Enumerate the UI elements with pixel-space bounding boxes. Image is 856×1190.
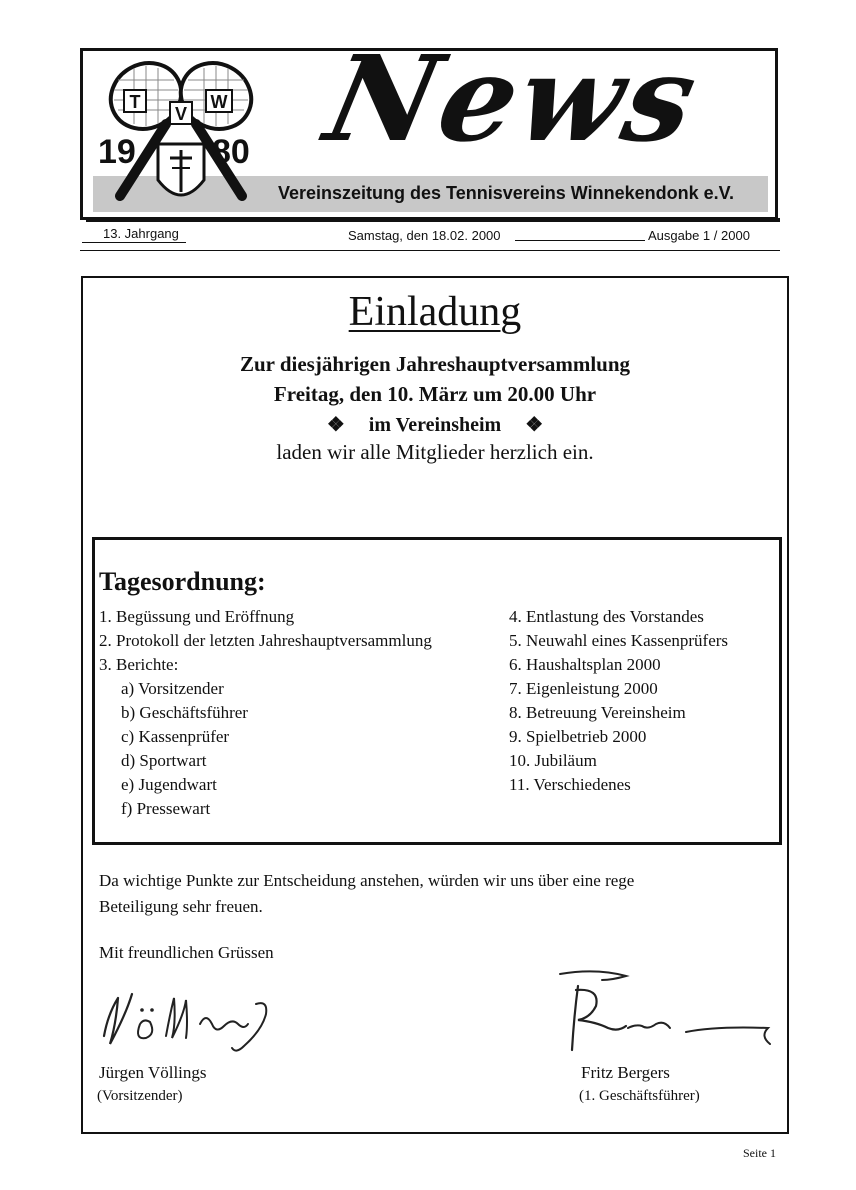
issue-edition: Ausgabe 1 / 2000 <box>648 228 750 243</box>
agenda-item: 2. Protokoll der letzten Jahreshauptversammlung <box>99 631 432 650</box>
issue-date: Samstag, den 18.02. 2000 <box>348 228 501 243</box>
issue-volume: 13. Jahrgang <box>103 226 179 241</box>
info-rule-middle <box>515 240 645 241</box>
signature-voellings-image <box>96 984 286 1058</box>
invitation-line-4: laden wir alle Mitglieder herzlich ein. <box>276 440 594 464</box>
signer-role-1: (Vorsitzender) <box>97 1088 183 1104</box>
page-number: Seite 1 <box>743 1146 776 1160</box>
agenda-item: 5. Neuwahl eines Kassenprüfers <box>509 631 729 650</box>
agenda-subitem: a) Vorsitzender <box>121 679 224 698</box>
agenda-subitem: e) Jugendwart <box>121 775 217 794</box>
agenda-subitem: c) Kassenprüfer <box>121 727 230 746</box>
closing-paragraph-line-1: Da wichtige Punkte zur Entscheidung anstehen, würden wir uns über eine rege <box>99 871 635 890</box>
venue-bullet-right-icon: ❖ <box>525 414 544 436</box>
year-right: 80 <box>212 133 250 171</box>
agenda-item: 10. Jubiläum <box>509 751 597 770</box>
agenda-item: 11. Verschiedenes <box>509 775 631 794</box>
agenda-item: 7. Eigenleistung 2000 <box>509 679 658 698</box>
agenda-subitem: f) Pressewart <box>121 799 211 818</box>
info-rule-bottom <box>80 250 780 251</box>
signer-name-2: Fritz Bergers <box>581 1063 670 1082</box>
agenda-subitem: b) Geschäftsführer <box>121 703 248 722</box>
masthead-subtitle: Vereinszeitung des Tennisvereins Winnekendonk e.V. <box>278 183 734 203</box>
info-rule-left <box>82 242 186 243</box>
invitation-line-2: Freitag, den 10. März um 20.00 Uhr <box>273 382 597 406</box>
closing-greeting: Mit freundlichen Grüssen <box>99 943 274 962</box>
venue-bullet-left-icon: ❖ <box>326 414 345 436</box>
invitation-title: Einladung <box>348 289 522 335</box>
agenda-item: 8. Betreuung Vereinsheim <box>509 703 686 722</box>
agenda-title: Tagesordnung: <box>99 567 266 596</box>
masthead-title: News <box>315 29 712 168</box>
agenda-subitem: d) Sportwart <box>121 751 207 770</box>
signer-name-1: Jürgen Völlings <box>99 1063 207 1082</box>
closing-paragraph-line-2: Beteiligung sehr freuen. <box>99 897 263 916</box>
agenda-item: 3. Berichte: <box>99 655 179 674</box>
signer-role-2: (1. Geschäftsführer) <box>579 1088 700 1104</box>
venue-text: im Vereinsheim <box>368 414 502 436</box>
agenda-item: 1. Begüssung und Eröffnung <box>99 607 295 626</box>
invitation-venue-line <box>81 412 789 437</box>
agenda-item: 9. Spielbetrieb 2000 <box>509 727 647 746</box>
signature-bergers-image <box>556 966 776 1058</box>
agenda-item: 4. Entlastung des Vorstandes <box>509 607 704 626</box>
year-left: 19 <box>98 133 136 171</box>
crest-letter-v: V <box>174 104 188 124</box>
crest-letter-t: T <box>129 92 141 112</box>
agenda-item: 6. Haushaltsplan 2000 <box>509 655 661 674</box>
crest-letter-w: W <box>210 92 228 112</box>
invitation-line-1: Zur diesjährigen Jahreshauptversammlung <box>239 352 631 376</box>
masthead-shadow <box>86 218 780 222</box>
